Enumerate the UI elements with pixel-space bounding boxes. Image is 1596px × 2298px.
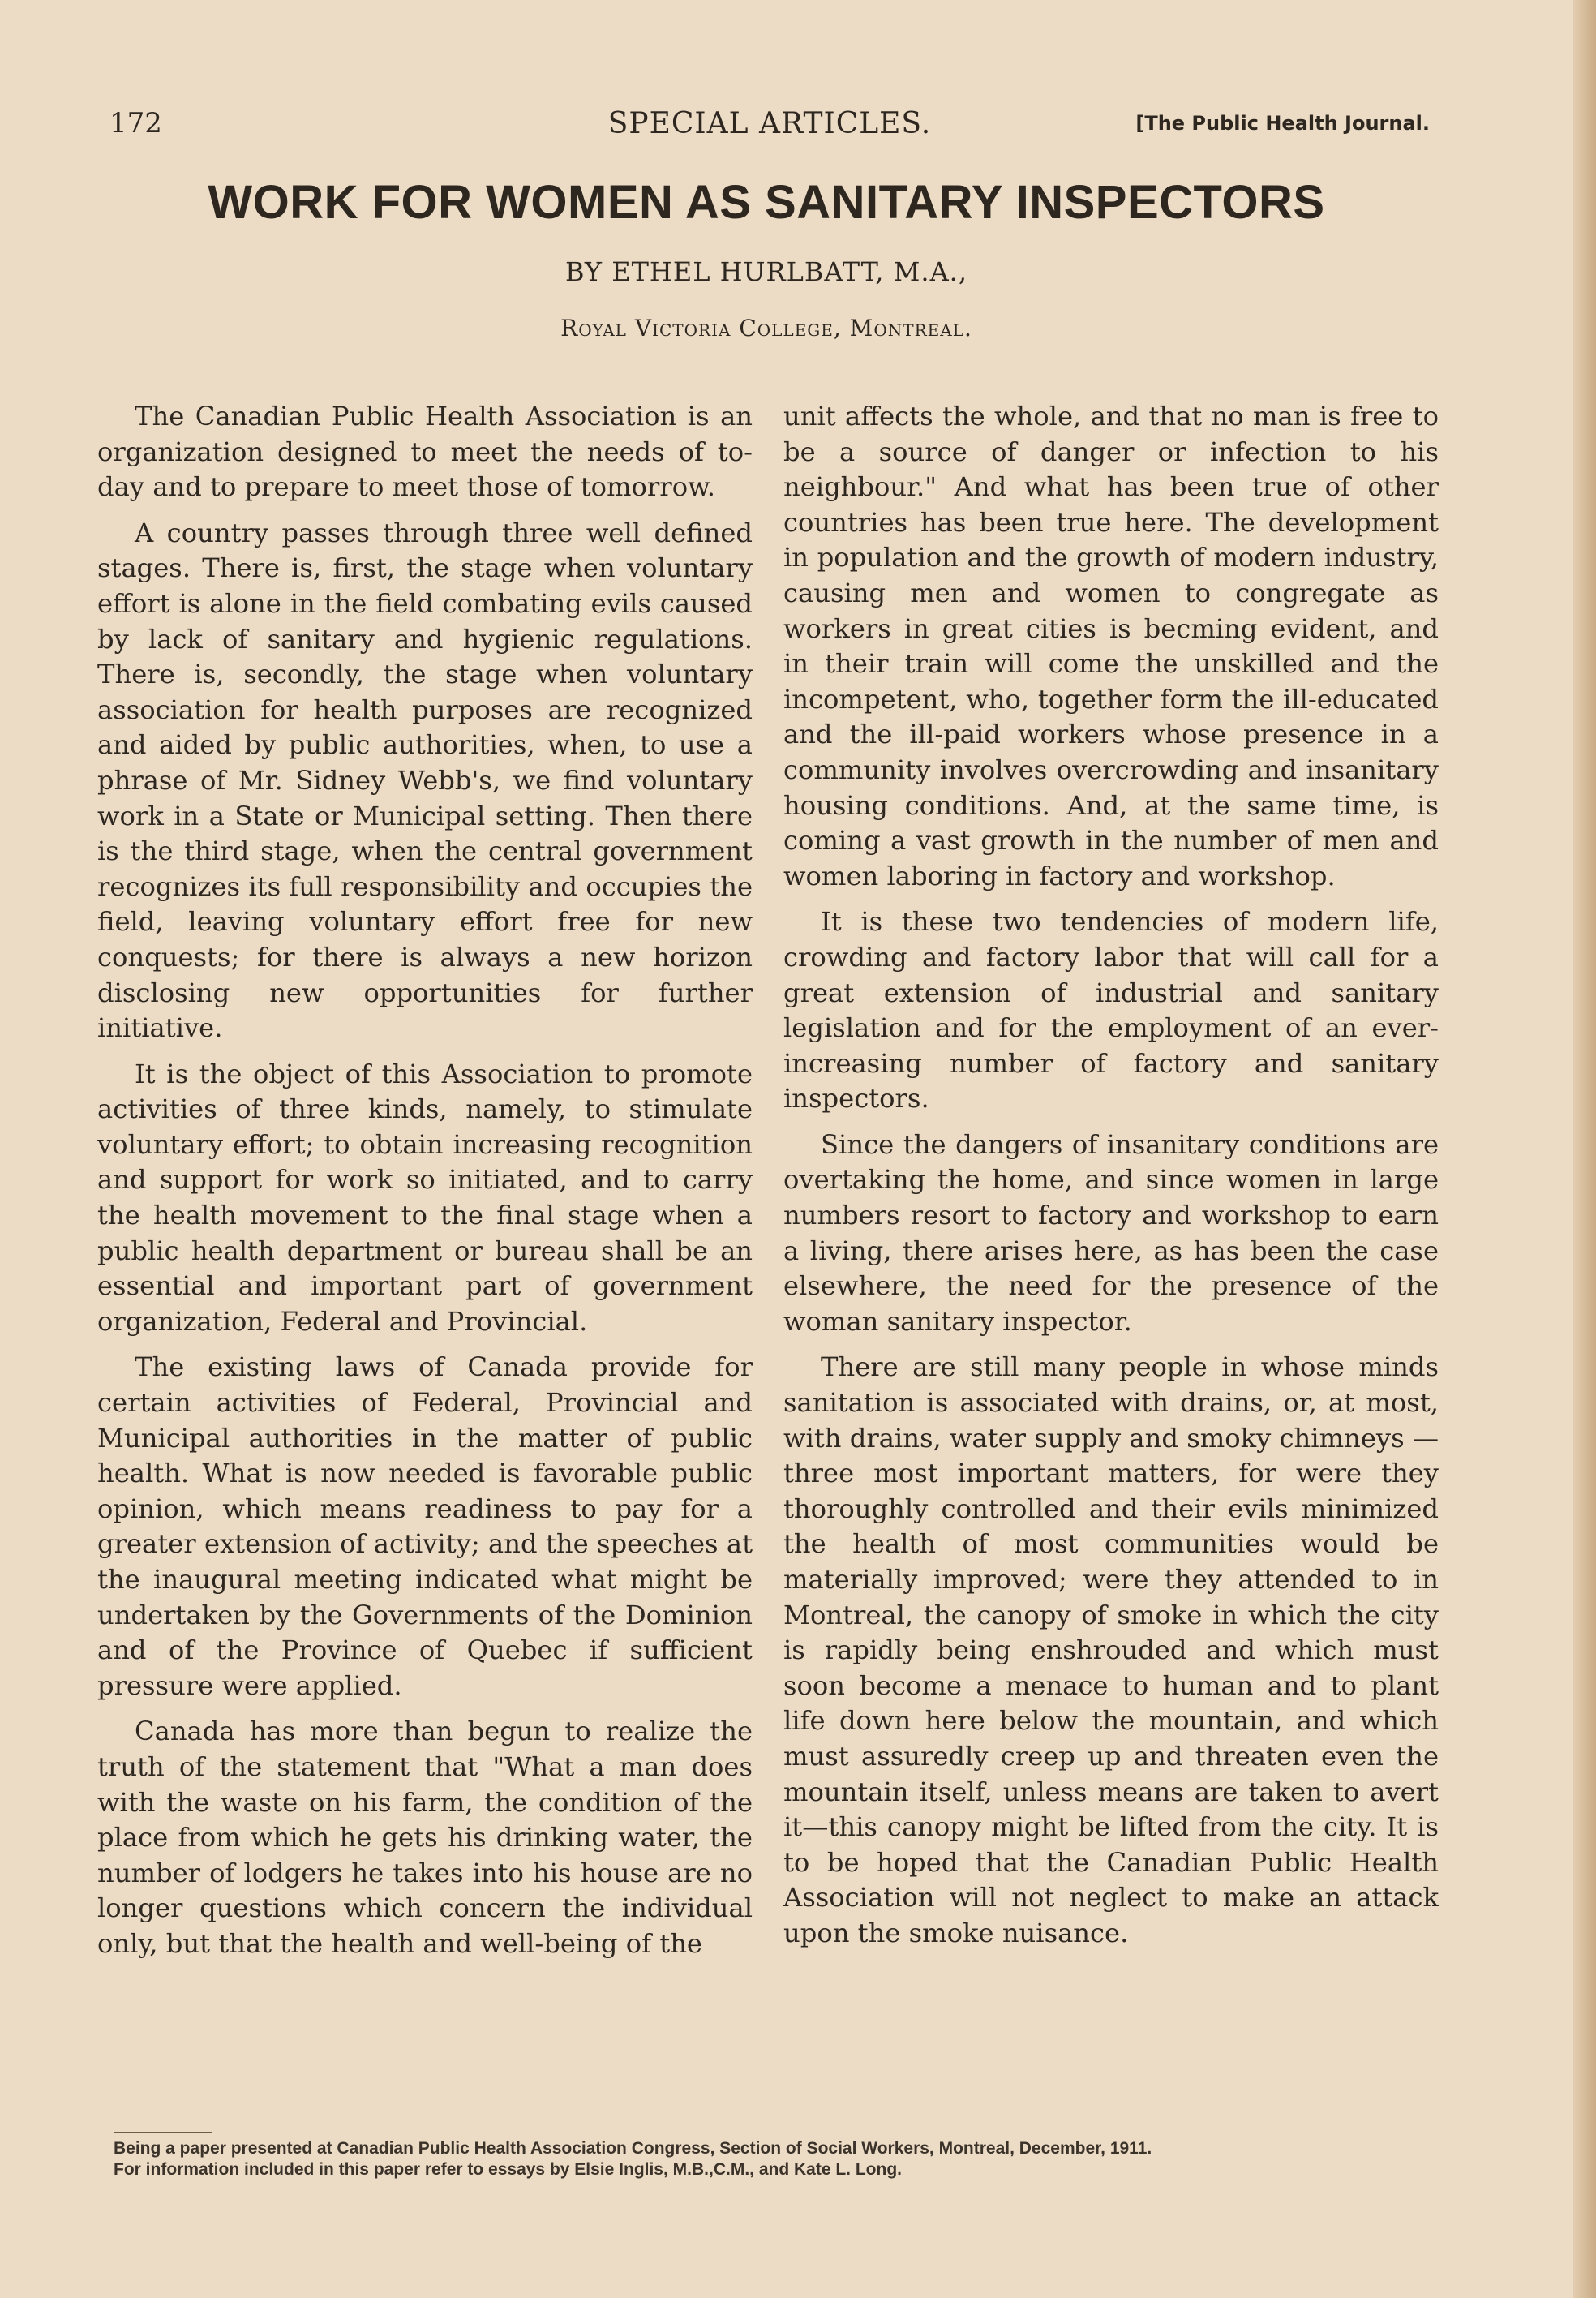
footnote-line: Being a paper presented at Canadian Public Health Association Congress, Section of Social Workers, Montreal, December, 1911. — [114, 2139, 1152, 2158]
article-title: WORK FOR WOMEN AS SANITARY INSPECTORS — [208, 176, 1325, 229]
paragraph: Since the dangers of insanitary conditions are overtaking the home, and since women in large numbers resort to factory and workshop to earn a living, there arises here, as has been the case elsewhere, the need for the presence of the woman sanitary inspector. — [783, 1128, 1439, 1337]
footnote-line: For information included in this paper refer to essays by Elsie Inglis, M.B.,C.M., and Kate L. Long. — [114, 2160, 902, 2179]
paragraph: There are still many people in whose minds sanitation is associated with drains, or, at most, with drains, water supply and smoky chimneys — three most important matters, for were they thoroughly controlled and their evils minimized the health of most communities would be materially improved; were they attended to in Montreal, the canopy of smoke in which the city is rapidly being enshrouded and which must soon become a menace to human and to plant life down here below the mountain, and which must assuredly creep up and threaten even the mountain itself, unless means are taken to avert it—this canopy might be lifted from the city. It is to be hoped that the Canadian Public Health Association will not neglect to make an attack upon the smoke nuisance. — [783, 1351, 1439, 1948]
paragraph: Canada has more than begun to realize the truth of the statement that "What a man does with the waste on his farm, the condition of the place from which he gets his drinking water, the number of lodgers he takes into his house are no longer questions which concern the individual only, but that the health and well-being of the — [97, 1716, 753, 1959]
paragraph: It is these two tendencies of modern life, crowding and factory labor that will call for a great extension of industrial and sanitary legislation and for the employment of an ever-increasing number of factory and sanitary inspectors. — [783, 906, 1439, 1115]
page-number: 172 — [109, 107, 162, 140]
paragraph: A country passes through three well defined stages. There is, first, the stage when voluntary effort is alone in the field combating evils caused by lack of sanitary and hygienic regulations. There is, secondly, the stage when voluntary association for health purposes are recognized and aided by public authorities, when, to use a phrase of Mr. Sidney Webb's, we find voluntary work in a State or Municipal setting. Then there is the third stage, when the central government recognizes its full responsibility and occupies the field, leaving voluntary effort free for new conquests; for there is always a new horizon disclosing new opportunities for further initiative. — [97, 517, 753, 1044]
paragraph-continued: unit affects the whole, and that no man is free to be a source of danger or infection to his neighbour." And what has been true of other countries has been true here. The development in population and the growth of modern industry, causing men and women to congregate as workers in great cities is becming evident, and in their train will come the unskilled and the incompetent, who, together form the ill-educated and the ill-paid workers whose presence in a community involves overcrowding and insanitary housing conditions. And, at the same time, is coming a vast growth in the number of men and women laboring in factory and workshop. — [783, 401, 1439, 891]
paragraph: The Canadian Public Health Association is an organization designed to meet the needs of to-day and to prepare to meet those of tomorrow. — [97, 401, 753, 503]
right-column — [783, 399, 1439, 1962]
paragraph: It is the object of this Association to promote activities of three kinds, namely, to stimulate voluntary effort; to obtain increasing recognition and support for work so initiated, and to carry the health movement to the final stage when a public health department or bureau shall be an essential and important part of government organization, Federal and Provincial. — [97, 1058, 753, 1337]
paragraph: The existing laws of Canada provide for certain activities of Federal, Provincial and Municipal authorities in the matter of public health. What is now needed is favorable public opinion, which means readiness to pay for a greater extension of activity; and the speeches at the inaugural meeting indicated what might be undertaken by the Governments of the Dominion and of the Province of Quebec if sufficient pressure were applied. — [97, 1351, 753, 1701]
section-title: SPECIAL ARTICLES. — [607, 107, 932, 140]
article-byline: BY ETHEL HURLBATT, M.A., — [564, 256, 968, 287]
article-affiliation: Royal Victoria College, Montreal. — [560, 315, 972, 341]
left-column — [97, 399, 753, 1973]
page-edge — [1573, 0, 1596, 2298]
running-head — [109, 107, 1430, 148]
journal-name: [The Public Health Journal. — [1135, 112, 1430, 135]
footnote — [114, 2138, 1444, 2180]
footnote-rule — [114, 2132, 212, 2133]
